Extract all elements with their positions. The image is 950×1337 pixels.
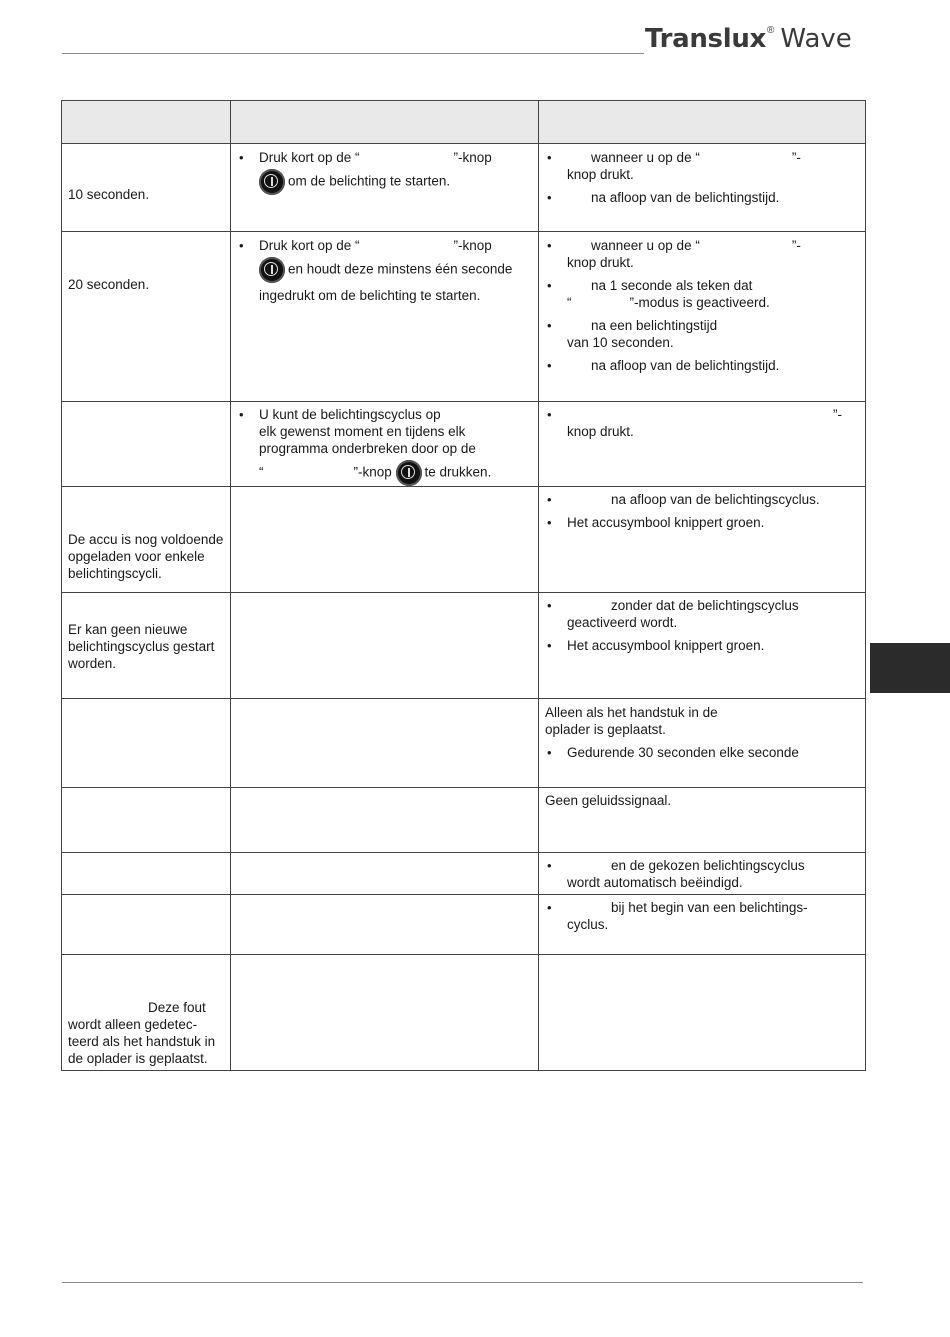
list-item: • U kunt de belichtingscyclus op elk gewenst moment en tijdens elk programma onderbreken door op de “ ”-knop te drukken. <box>239 406 532 486</box>
table-cell <box>62 232 231 402</box>
table-cell <box>539 853 866 895</box>
table-row <box>62 788 866 853</box>
table-cell <box>539 144 866 232</box>
registered-mark: ® <box>767 25 775 36</box>
table-cell <box>231 402 539 487</box>
table-row <box>62 895 866 955</box>
list-item: • bij het begin van een belichtings- cyclus. <box>547 899 859 933</box>
table-row <box>62 232 866 402</box>
table-cell <box>231 593 539 699</box>
list-item: • na afloop van de belichtingstijd. <box>547 357 859 374</box>
cell-note: Alleen als het handstuk in de oplader is geplaatst. <box>545 705 718 737</box>
table-cell <box>539 402 866 487</box>
table-cell <box>231 788 539 853</box>
row-description: 20 seconden. <box>68 277 150 292</box>
table-cell <box>231 853 539 895</box>
language-side-tab <box>870 643 950 693</box>
list-item: • Gedurende 30 seconden elke seconde <box>547 744 859 761</box>
list-item: • na afloop van de belichtingscyclus. <box>547 491 859 508</box>
table-cell <box>231 232 539 402</box>
table-cell <box>231 955 539 1071</box>
table-row <box>62 402 866 487</box>
brand-model: Wave <box>780 24 852 54</box>
table-cell <box>62 402 231 487</box>
list-item: • Het accusymbool knippert groen. <box>547 514 859 531</box>
table-cell <box>539 593 866 699</box>
header-cell <box>231 101 539 144</box>
header-cell <box>62 101 231 144</box>
header-cell <box>539 101 866 144</box>
table-cell <box>62 955 231 1071</box>
brand-name: Translux <box>645 24 767 54</box>
table-cell <box>231 895 539 955</box>
table-row <box>62 144 866 232</box>
table-cell <box>539 699 866 788</box>
table-cell <box>539 955 866 1071</box>
table-cell <box>62 895 231 955</box>
list-item: • zonder dat de belichtingscyclus geactiveerd wordt. <box>547 597 859 631</box>
table-cell <box>539 788 866 853</box>
list-item: • na afloop van de belichtingstijd. <box>547 189 859 206</box>
signals-table <box>61 100 866 1071</box>
brand-logo <box>645 24 852 60</box>
table-cell <box>539 232 866 402</box>
list-item: • ”- knop drukt. <box>547 406 859 440</box>
table-row <box>62 593 866 699</box>
table-cell <box>539 895 866 955</box>
table-cell <box>231 699 539 788</box>
row-description: Er kan geen nieuwe belichtingscyclus gestart worden. <box>68 622 215 671</box>
list-item: • Druk kort op de “ ”-knop en houdt deze minstens één seconde ingedrukt om de belichting te starten. <box>239 237 532 304</box>
row-description: De accu is nog voldoende opgeladen voor enkele belichtingscycli. <box>68 532 224 581</box>
cell-note: Geen geluidssignaal. <box>545 793 672 808</box>
list-item: • Het accusymbool knippert groen. <box>547 637 859 654</box>
table-row <box>62 699 866 788</box>
table-row <box>62 955 866 1071</box>
table-cell <box>539 487 866 593</box>
table-cell <box>62 593 231 699</box>
power-button-icon <box>259 257 285 283</box>
list-item: • Druk kort op de “ ”-knop om de belichting te starten. <box>239 149 532 195</box>
table-header-row <box>62 101 866 144</box>
table-cell <box>62 788 231 853</box>
list-item: • wanneer u op de “ ”- knop drukt. <box>547 237 859 271</box>
list-item: • na 1 seconde als teken dat “ ”-modus is geactiveerd. <box>547 277 859 311</box>
list-item: • en de gekozen belichtingscyclus wordt automatisch beëindigd. <box>547 857 859 891</box>
table-cell <box>62 487 231 593</box>
table-cell <box>62 853 231 895</box>
list-item: • na een belichtingstijd van 10 seconden. <box>547 317 859 351</box>
row-description: 10 seconden. <box>68 187 150 202</box>
table-cell <box>62 144 231 232</box>
power-button-icon <box>259 169 285 195</box>
header-rule <box>62 53 644 54</box>
footer-rule <box>62 1282 863 1283</box>
row-description: Deze fout wordt alleen gedetec- teerd als het handstuk in de oplader is geplaatst. <box>68 1000 216 1066</box>
table-row <box>62 487 866 593</box>
table-cell <box>231 144 539 232</box>
list-item: • wanneer u op de “ ”- knop drukt. <box>547 149 859 183</box>
table-row <box>62 853 866 895</box>
table-cell <box>62 699 231 788</box>
power-button-icon <box>396 460 422 486</box>
table-cell <box>231 487 539 593</box>
